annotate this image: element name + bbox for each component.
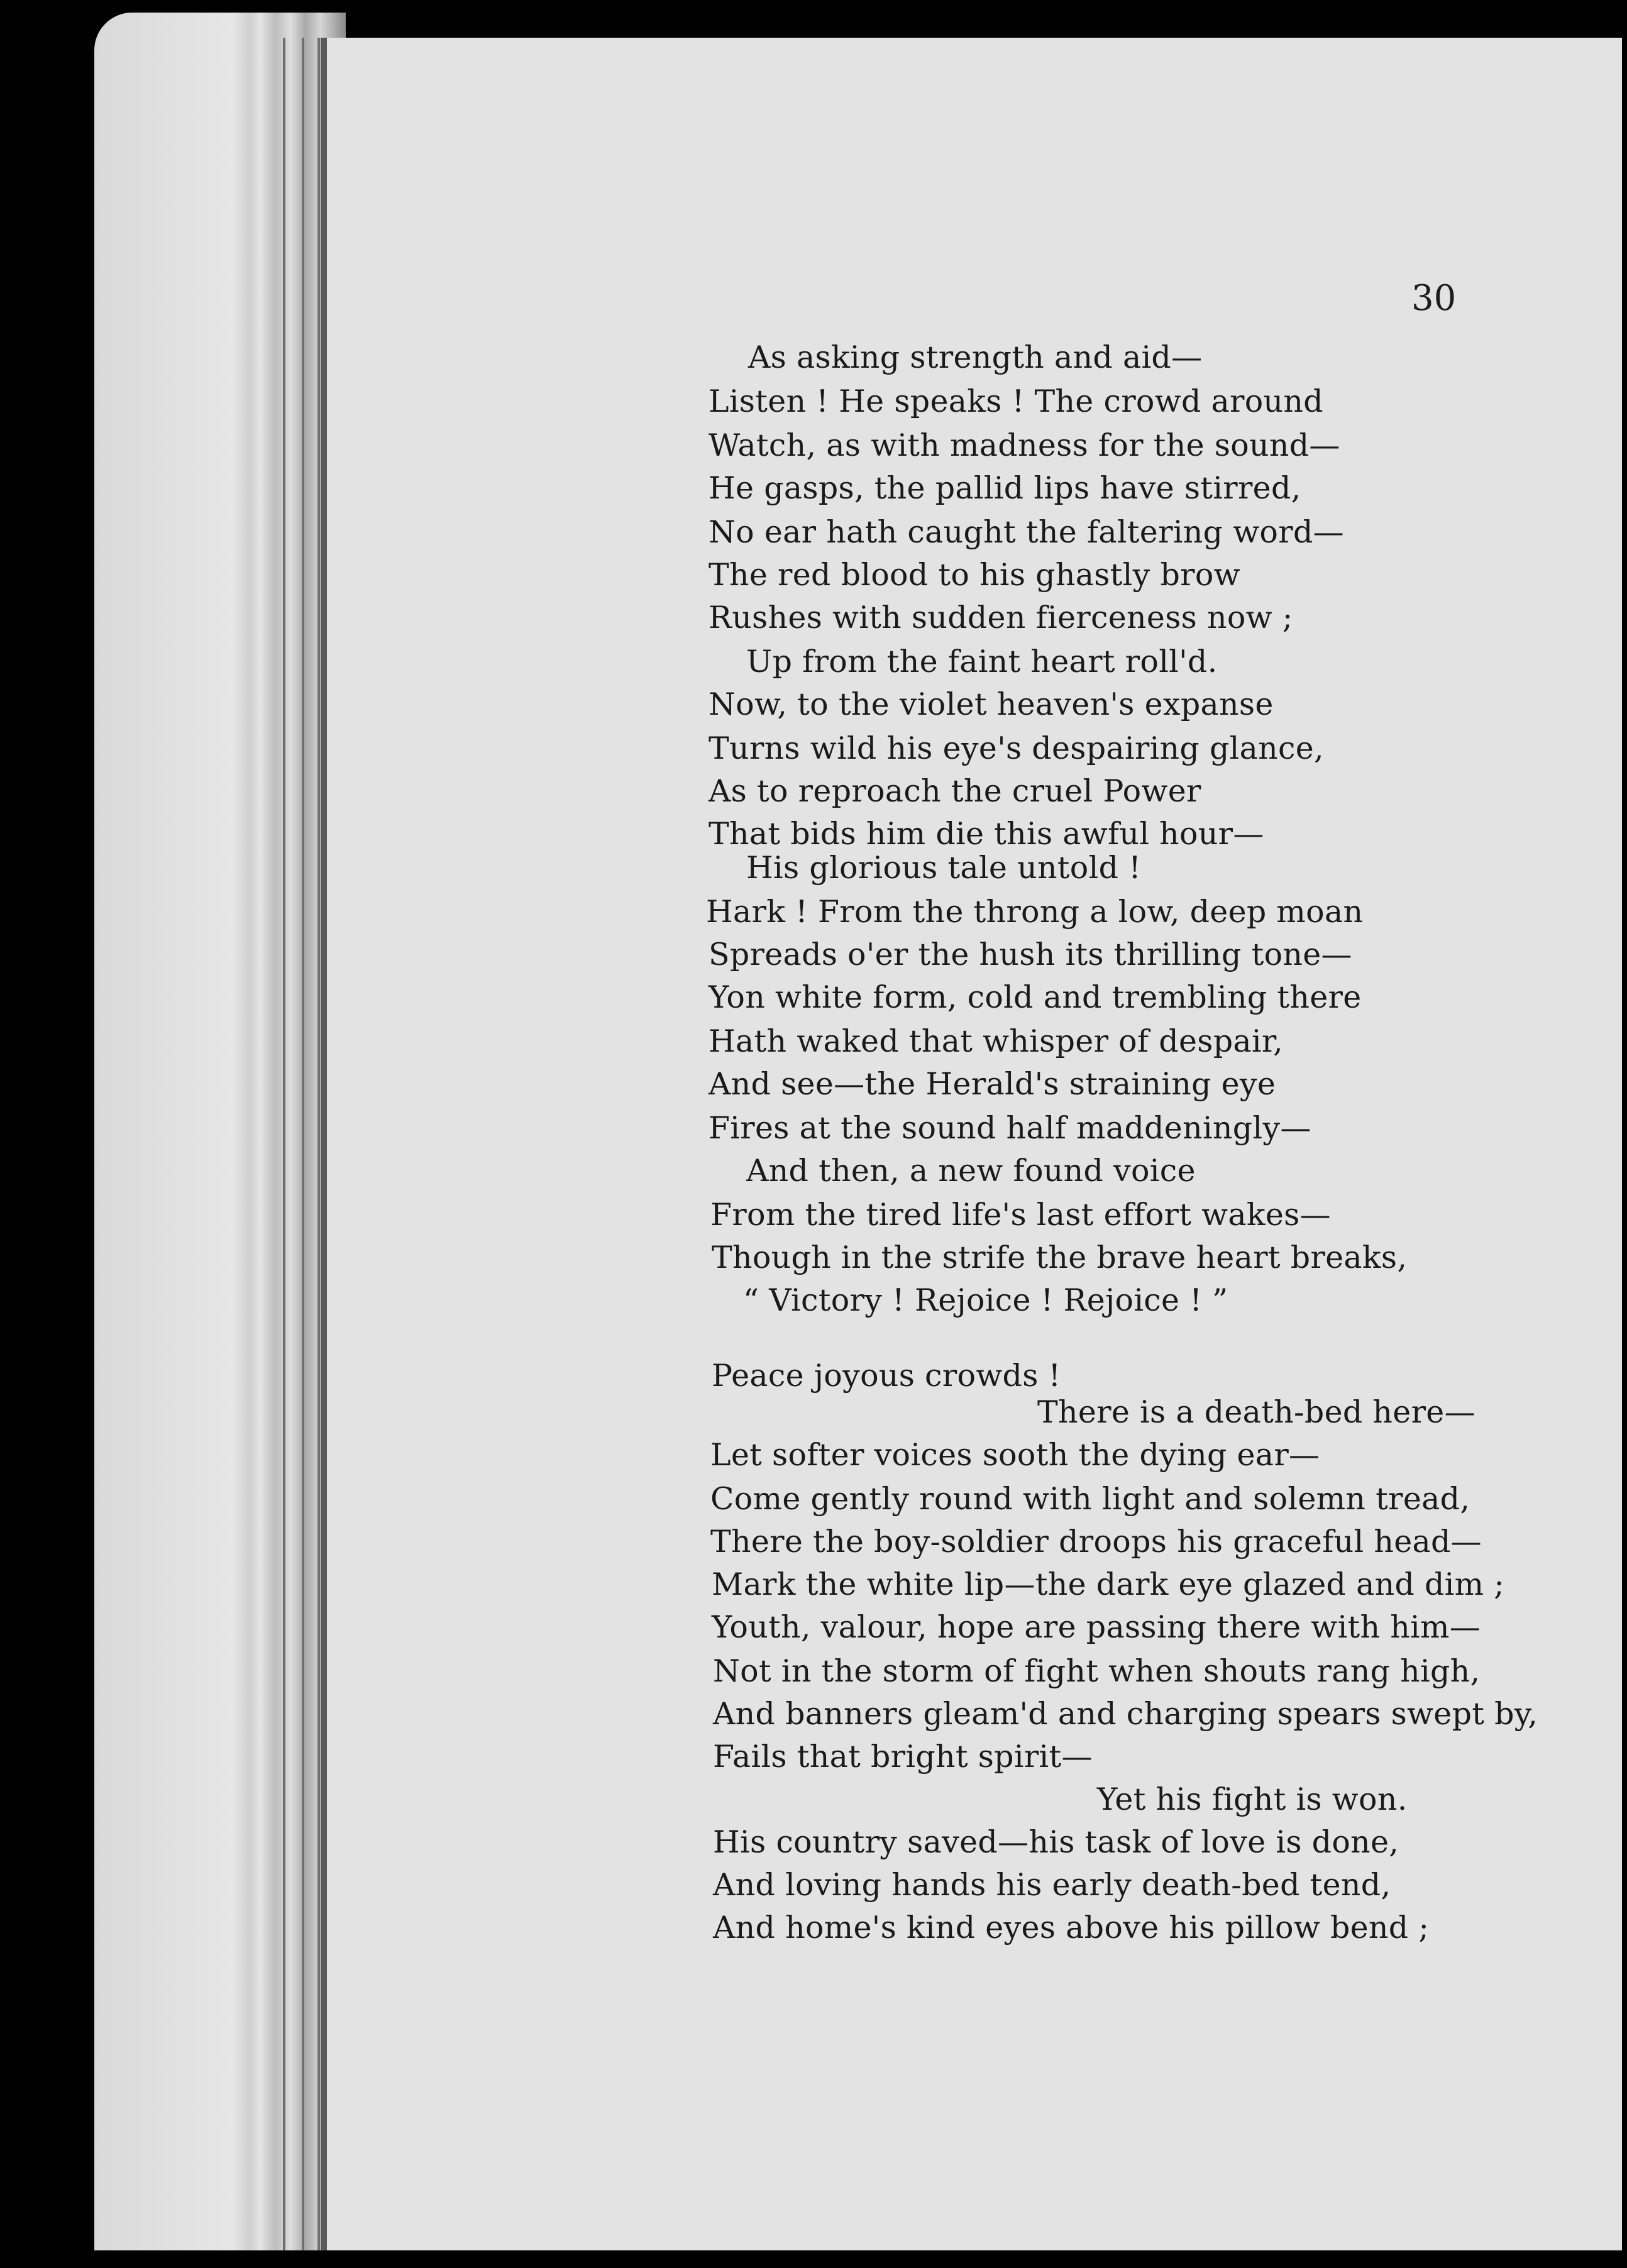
poem-line: Let softer voices sooth the dying ear—	[710, 1437, 1320, 1473]
poem-line: There is a death-bed here—	[1037, 1394, 1475, 1430]
poem-line: Come gently round with light and solemn tread,	[710, 1481, 1470, 1517]
poem-line: From the tired life's last effort wakes—	[710, 1197, 1331, 1233]
poem-line: Though in the strife the brave heart breaks,	[712, 1240, 1408, 1275]
poem-line: Yet his fight is won.	[1097, 1781, 1408, 1817]
book-page	[321, 38, 1622, 2250]
poem-line: Peace joyous crowds !	[712, 1358, 1061, 1394]
poem-line: Spreads o'er the hush its thrilling tone—	[709, 937, 1352, 972]
poem-line: Watch, as with madness for the sound—	[709, 427, 1340, 463]
poem-line: And see—the Herald's straining eye	[709, 1066, 1276, 1102]
page-number: 30	[1411, 278, 1457, 319]
poem-line: “ Victory ! Rejoice ! Rejoice ! ”	[743, 1282, 1228, 1318]
poem-line: Hark ! From the throng a low, deep moan	[706, 894, 1364, 930]
poem-line: No ear hath caught the faltering word—	[709, 514, 1344, 550]
poem-line: There the boy-soldier droops his graceful head—	[710, 1524, 1482, 1560]
poem-line: And loving hands his early death-bed tend,	[713, 1867, 1391, 1903]
poem-line: As asking strength and aid—	[748, 339, 1203, 375]
page-edges	[94, 13, 346, 2250]
poem-line: Hath waked that whisper of despair,	[709, 1023, 1284, 1059]
poem-line: The red blood to his ghastly brow	[709, 557, 1240, 593]
poem-line: Fails that bright spirit—	[713, 1739, 1093, 1775]
poem-line: Turns wild his eye's despairing glance,	[709, 730, 1324, 766]
poem-line: And home's kind eyes above his pillow bend ;	[713, 1910, 1430, 1946]
poem-line: Youth, valour, hope are passing there with him—	[712, 1609, 1481, 1645]
poem-line: As to reproach the cruel Power	[709, 773, 1201, 809]
poem-line: Not in the storm of fight when shouts rang high,	[713, 1653, 1481, 1689]
poem-line: Rushes with sudden fierceness now ;	[709, 600, 1293, 636]
poem-line: His country saved—his task of love is done,	[713, 1824, 1399, 1860]
poem-line: Mark the white lip—the dark eye glazed and dim ;	[712, 1566, 1505, 1602]
poem-line: His glorious tale untold !	[746, 850, 1142, 886]
poem-text	[327, 38, 1622, 2250]
book-scan	[94, 13, 1616, 2250]
poem-line: Listen ! He speaks ! The crowd around	[709, 383, 1323, 419]
poem-line: Now, to the violet heaven's expanse	[709, 686, 1274, 722]
poem-line: Up from the faint heart roll'd.	[746, 644, 1218, 680]
poem-line: And then, a new found voice	[746, 1153, 1196, 1189]
poem-line: That bids him die this awful hour—	[709, 816, 1264, 852]
poem-line: And banners gleam'd and charging spears swept by,	[713, 1696, 1538, 1732]
poem-line: He gasps, the pallid lips have stirred,	[709, 470, 1301, 506]
poem-line: Yon white form, cold and trembling there	[709, 979, 1362, 1015]
poem-line: Fires at the sound half maddeningly—	[709, 1110, 1311, 1146]
